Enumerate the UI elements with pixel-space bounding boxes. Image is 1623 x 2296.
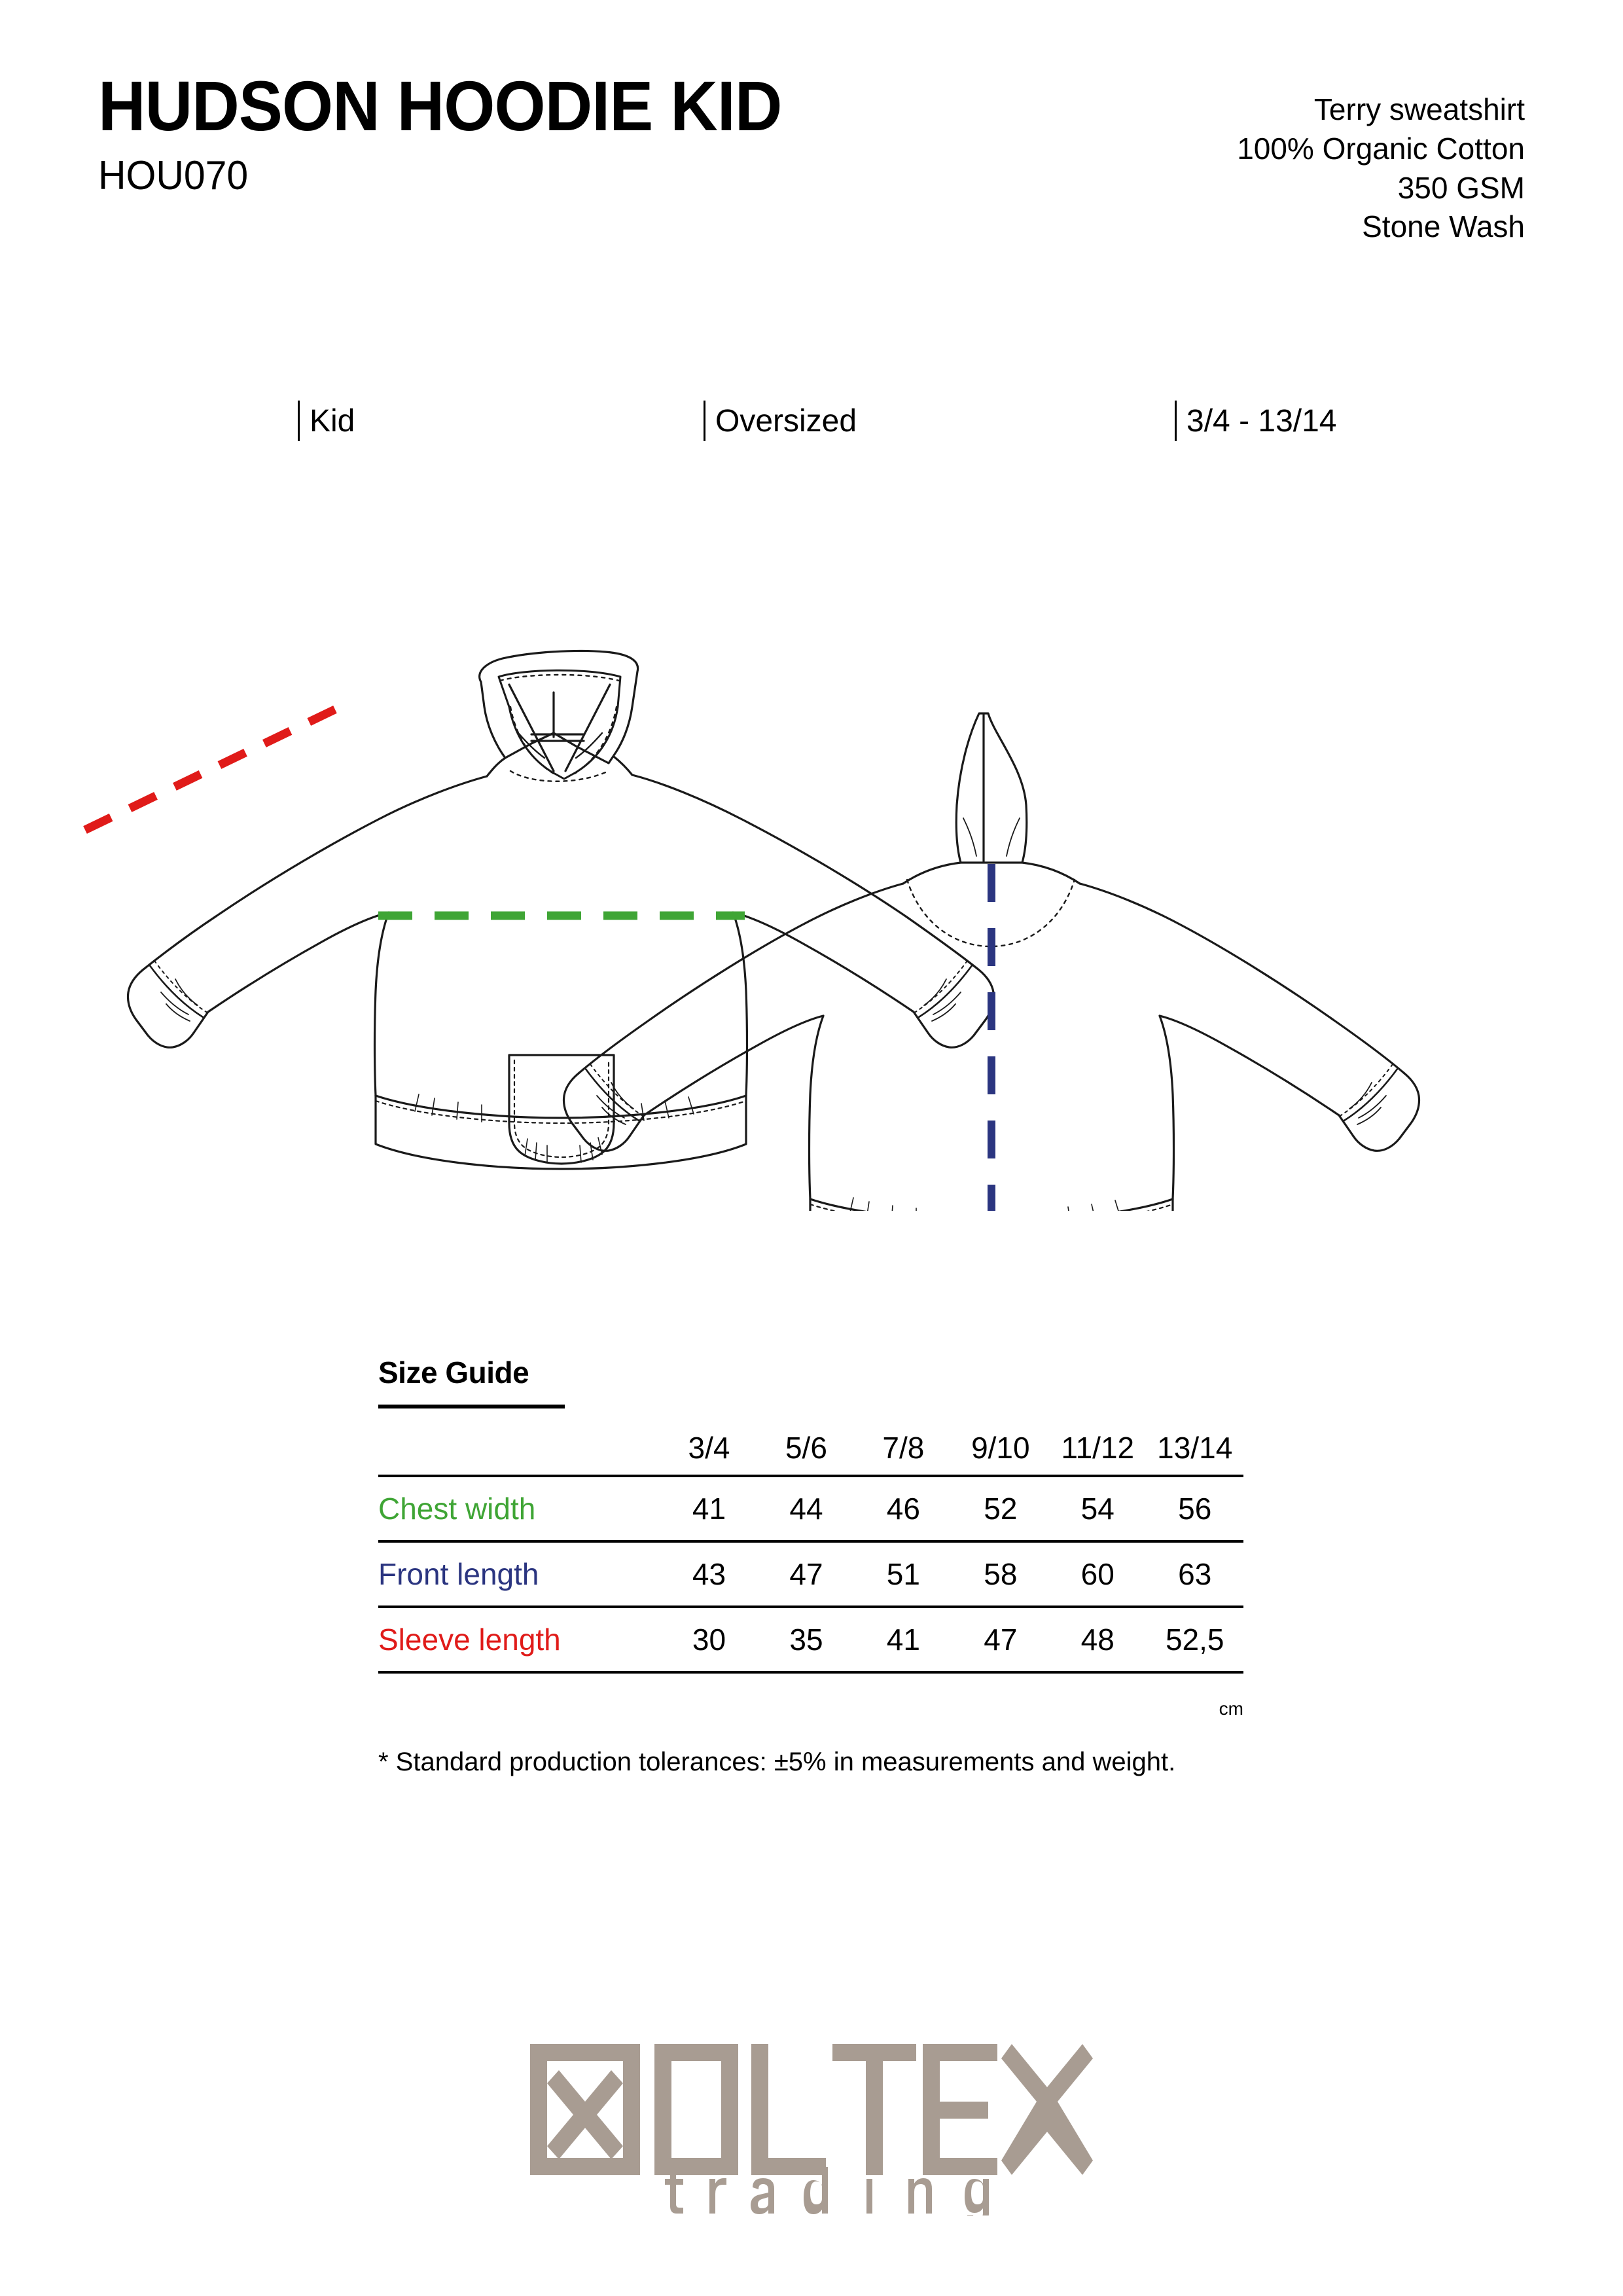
size-guide-header bbox=[378, 1355, 565, 1408]
cell-chest-width-13-14: 56 bbox=[1178, 1492, 1212, 1526]
cell-front-length-11-12: 60 bbox=[1080, 1557, 1115, 1591]
table-row bbox=[378, 1476, 1243, 1541]
cell-sleeve-length-11-12: 48 bbox=[1080, 1623, 1115, 1657]
attribute-fit bbox=[704, 401, 1175, 441]
cell-sleeve-length-5-6: 35 bbox=[789, 1623, 823, 1657]
size-guide-title: Size Guide bbox=[378, 1355, 529, 1390]
oltex-trading-logo-icon bbox=[530, 2039, 1093, 2215]
cell-chest-width-7-8: 46 bbox=[886, 1492, 920, 1526]
column-header-size-6: 13/14 bbox=[1157, 1431, 1233, 1465]
attribute-audience bbox=[298, 401, 704, 441]
attribute-row bbox=[298, 401, 1345, 441]
spec-list bbox=[1237, 71, 1525, 247]
row-label-sleeve-length: Sleeve length bbox=[378, 1623, 561, 1657]
size-guide-underline bbox=[378, 1405, 565, 1408]
divider-bar-icon bbox=[298, 401, 300, 441]
header bbox=[98, 66, 1525, 247]
row-label-chest-width: Chest width bbox=[378, 1492, 536, 1526]
table-header bbox=[378, 1430, 1243, 1476]
divider-bar-icon bbox=[1175, 401, 1177, 441]
table-header-row bbox=[378, 1430, 1243, 1476]
column-header-size-4: 9/10 bbox=[971, 1431, 1030, 1465]
cell-chest-width-5-6: 44 bbox=[789, 1492, 823, 1526]
cell-sleeve-length-7-8: 41 bbox=[886, 1623, 920, 1657]
hoodie-front-illustration bbox=[128, 651, 994, 1169]
cell-front-length-3-4: 43 bbox=[692, 1557, 726, 1591]
attribute-size-range-label: 3/4 - 13/14 bbox=[1186, 403, 1337, 439]
page-title: HUDSON HOODIE KID bbox=[98, 66, 782, 145]
table-row bbox=[378, 1541, 1243, 1607]
cell-sleeve-length-13-14: 52,5 bbox=[1165, 1623, 1224, 1657]
size-guide-table bbox=[378, 1430, 1243, 1674]
technical-drawings bbox=[0, 609, 1623, 1211]
column-header-size-2: 5/6 bbox=[785, 1431, 827, 1465]
attribute-size-range bbox=[1175, 401, 1337, 441]
cell-front-length-9-10: 58 bbox=[984, 1557, 1018, 1591]
cell-front-length-13-14: 63 bbox=[1178, 1557, 1212, 1591]
product-code: HOU070 bbox=[98, 153, 249, 198]
spec-line-finish: Stone Wash bbox=[1362, 209, 1525, 244]
brand-logo bbox=[0, 2039, 1623, 2215]
table-corner-cell bbox=[378, 1430, 660, 1476]
attribute-fit-label: Oversized bbox=[715, 403, 857, 439]
cell-chest-width-11-12: 54 bbox=[1080, 1492, 1115, 1526]
tolerance-footnote: * Standard production tolerances: ±5% in measurements and weight. bbox=[378, 1748, 1176, 1776]
cell-front-length-7-8: 51 bbox=[886, 1557, 920, 1591]
cell-chest-width-9-10: 52 bbox=[984, 1492, 1018, 1526]
column-header-size-1: 3/4 bbox=[688, 1431, 730, 1465]
column-header-size-5: 11/12 bbox=[1061, 1431, 1135, 1465]
unit-label: cm bbox=[1219, 1698, 1243, 1719]
table-row bbox=[378, 1607, 1243, 1672]
spec-line-fabric: Terry sweatshirt bbox=[1313, 92, 1525, 126]
row-label-front-length: Front length bbox=[378, 1557, 539, 1591]
spec-line-weight: 350 GSM bbox=[1397, 170, 1525, 205]
attribute-audience-label: Kid bbox=[310, 403, 355, 439]
cell-front-length-5-6: 47 bbox=[789, 1557, 823, 1591]
cell-chest-width-3-4: 41 bbox=[692, 1492, 726, 1526]
divider-bar-icon bbox=[704, 401, 705, 441]
sleeve-length-guide-line bbox=[85, 707, 340, 830]
spec-line-composition: 100% Organic Cotton bbox=[1237, 131, 1525, 166]
table-body bbox=[378, 1476, 1243, 1672]
cell-sleeve-length-3-4: 30 bbox=[692, 1623, 726, 1657]
cell-sleeve-length-9-10: 47 bbox=[984, 1623, 1018, 1657]
column-header-size-3: 7/8 bbox=[882, 1431, 925, 1465]
title-block bbox=[98, 66, 833, 198]
